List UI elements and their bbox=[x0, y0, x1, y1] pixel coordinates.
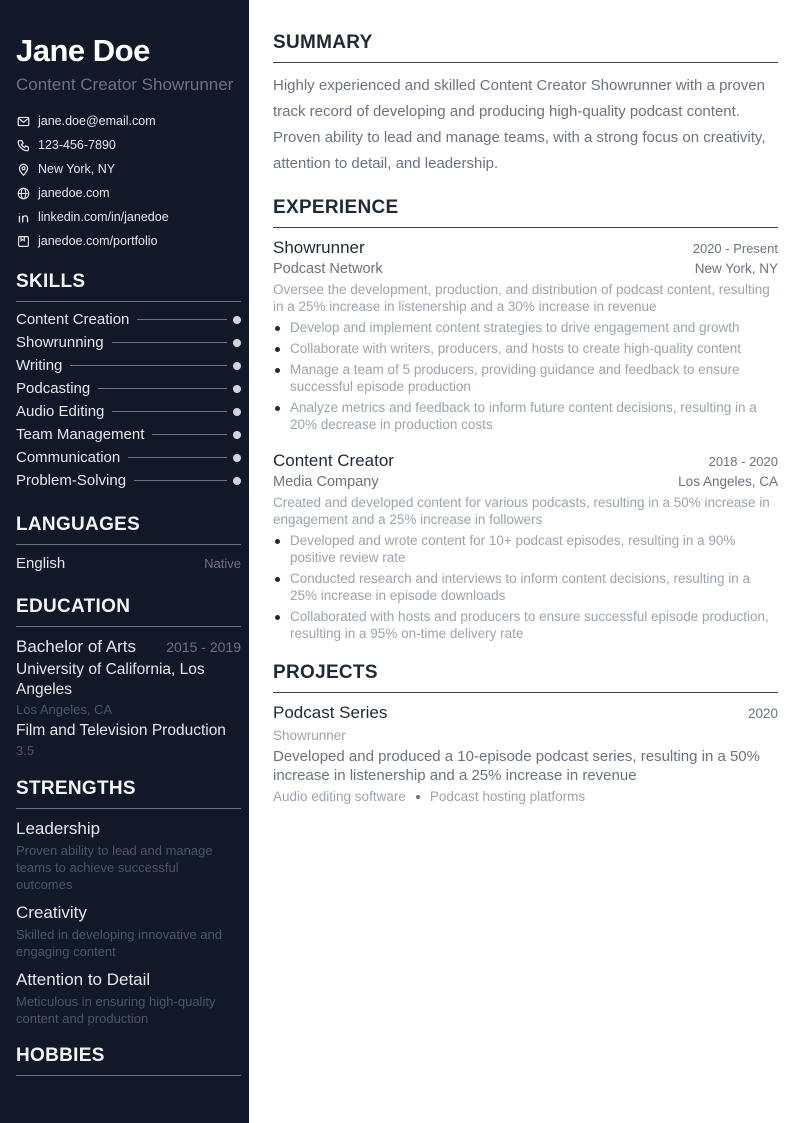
experience-heading: EXPERIENCE bbox=[273, 197, 778, 228]
project-description: Developed and produced a 10-episode podcast series, resulting in a 50% increase in listenership and a 25% increase in revenue bbox=[273, 748, 760, 784]
main-content bbox=[273, 32, 778, 824]
skill-divider bbox=[98, 388, 227, 389]
strength-item bbox=[16, 903, 241, 960]
skill-dot bbox=[233, 339, 241, 347]
summary-heading: SUMMARY bbox=[273, 32, 778, 63]
job-location: New York, NY bbox=[694, 261, 778, 276]
contact-website[interactable] bbox=[16, 181, 241, 205]
globe-icon bbox=[16, 186, 30, 200]
job-bullet: Conducted research and interviews to inform content decisions, resulting in a 25% increase in episode downloads bbox=[273, 570, 778, 604]
strength-item bbox=[16, 819, 241, 893]
education-gpa: 3.5 bbox=[16, 743, 35, 758]
candidate-name: Jane Doe bbox=[16, 33, 150, 68]
job-bullet: Manage a team of 5 producers, providing guidance and feedback to ensure successful episode production bbox=[273, 361, 778, 395]
education-heading: EDUCATION bbox=[16, 596, 241, 627]
language-level: Native bbox=[204, 556, 241, 571]
email-icon bbox=[16, 114, 30, 128]
project-tags bbox=[273, 789, 778, 804]
skill-dot bbox=[233, 385, 241, 393]
skill-item bbox=[16, 331, 241, 354]
job-bullet: Developed and wrote content for 10+ podcast episodes, resulting in a 90% positive review rate bbox=[273, 532, 778, 566]
skill-label: Team Management bbox=[16, 426, 145, 443]
skills-heading: SKILLS bbox=[16, 271, 241, 302]
skill-item bbox=[16, 423, 241, 446]
linkedin-icon bbox=[16, 210, 30, 224]
education-section bbox=[16, 596, 241, 758]
job-bullet: Collaborate with writers, producers, and hosts to create high-quality content bbox=[273, 340, 778, 357]
candidate-title: Content Creator Showrunner bbox=[16, 75, 234, 94]
contact-linkedin[interactable] bbox=[16, 205, 241, 229]
skill-dot bbox=[233, 454, 241, 462]
job-bullet: Develop and implement content strategies to drive engagement and growth bbox=[273, 319, 778, 336]
skill-label: Audio Editing bbox=[16, 403, 105, 420]
skill-dot bbox=[233, 316, 241, 324]
skill-dot bbox=[233, 362, 241, 370]
skill-item bbox=[16, 400, 241, 423]
job-title-row bbox=[273, 451, 778, 471]
skills-section bbox=[16, 271, 241, 492]
skill-divider bbox=[152, 434, 227, 435]
job-title: Content Creator bbox=[273, 451, 394, 470]
job-title-row bbox=[273, 238, 778, 258]
education-dates: 2015 - 2019 bbox=[166, 639, 241, 655]
job-company-row bbox=[273, 471, 778, 490]
skill-dot bbox=[233, 477, 241, 485]
language-name: English bbox=[16, 555, 66, 572]
contact-location-text: New York, NY bbox=[38, 162, 116, 176]
project-role: Showrunner bbox=[273, 728, 346, 743]
skill-dot bbox=[233, 431, 241, 439]
skill-divider bbox=[137, 319, 227, 320]
strengths-heading: STRENGTHS bbox=[16, 778, 241, 809]
strength-desc: Meticulous in ensuring high-quality content and production bbox=[16, 994, 216, 1026]
strength-item bbox=[16, 970, 241, 1027]
skill-divider bbox=[112, 342, 227, 343]
job-bullets bbox=[273, 532, 778, 642]
skill-label: Content Creation bbox=[16, 311, 130, 328]
contact-website-text: janedoe.com bbox=[38, 186, 110, 200]
job-company-row bbox=[273, 258, 778, 277]
education-field: Film and Television Production bbox=[16, 722, 226, 739]
contact-email-text: jane.doe@email.com bbox=[38, 114, 156, 128]
hobbies-heading: HOBBIES bbox=[16, 1045, 241, 1076]
skills-list bbox=[16, 308, 241, 492]
job-entry bbox=[273, 238, 778, 433]
project-date: 2020 bbox=[747, 706, 778, 721]
summary-text: Highly experienced and skilled Content Creator Showrunner with a proven track record of developing and producing high-quality podcast content. Proven ability to lead and manage teams, with a strong focus on creativity, attention to detail, and leadership. bbox=[273, 77, 766, 172]
job-company: Podcast Network bbox=[273, 261, 383, 277]
job-entry bbox=[273, 451, 778, 642]
skill-item bbox=[16, 354, 241, 377]
job-description: Oversee the development, production, and distribution of podcast content, resulting in a 25% increase in listenership and a 30% increase in revenue bbox=[273, 282, 770, 314]
contact-linkedin-text: linkedin.com/in/janedoe bbox=[38, 210, 169, 224]
job-bullets bbox=[273, 319, 778, 433]
contact-phone[interactable] bbox=[16, 133, 241, 157]
contact-phone-text: 123-456-7890 bbox=[38, 138, 116, 152]
tag-separator bbox=[416, 795, 420, 799]
skill-label: Writing bbox=[16, 357, 63, 374]
projects-heading: PROJECTS bbox=[273, 662, 778, 693]
sidebar bbox=[0, 0, 249, 1123]
job-bullet: Collaborated with hosts and producers to ensure successful episode production, resulting in a 95% on-time delivery rate bbox=[273, 608, 778, 642]
contact-portfolio-text: janedoe.com/portfolio bbox=[38, 234, 158, 248]
strength-desc: Skilled in developing innovative and engaging content bbox=[16, 927, 222, 959]
job-location: Los Angeles, CA bbox=[678, 474, 778, 489]
phone-icon bbox=[16, 138, 30, 152]
job-dates: 2018 - 2020 bbox=[708, 454, 778, 469]
project-tag: Podcast hosting platforms bbox=[429, 789, 586, 804]
skill-label: Communication bbox=[16, 449, 121, 466]
strength-name: Attention to Detail bbox=[16, 970, 151, 989]
portfolio-icon bbox=[16, 234, 30, 248]
job-description: Created and developed content for various podcasts, resulting in a 50% increase in engagement and a 25% increase in followers bbox=[273, 495, 770, 527]
language-item bbox=[16, 555, 241, 572]
contact-portfolio[interactable] bbox=[16, 229, 241, 253]
hobbies-section bbox=[16, 1045, 241, 1076]
experience-section bbox=[273, 197, 778, 642]
skill-item bbox=[16, 469, 241, 492]
summary-section bbox=[273, 32, 778, 177]
job-bullet: Analyze metrics and feedback to inform future content decisions, resulting in a 20% decrease in production costs bbox=[273, 399, 778, 433]
contact-location bbox=[16, 157, 241, 181]
skill-dot bbox=[233, 408, 241, 416]
job-dates: 2020 - Present bbox=[692, 241, 778, 256]
strength-desc: Proven ability to lead and manage teams to achieve successful outcomes bbox=[16, 843, 213, 892]
languages-section bbox=[16, 514, 241, 572]
education-institution: University of California, Los Angeles bbox=[16, 661, 205, 698]
project-tag: Audio editing software bbox=[273, 789, 406, 804]
job-title: Showrunner bbox=[273, 238, 365, 257]
skill-divider bbox=[112, 411, 227, 412]
strengths-section bbox=[16, 778, 241, 1027]
project-title-row bbox=[273, 703, 778, 723]
skill-divider bbox=[70, 365, 227, 366]
skill-label: Podcasting bbox=[16, 380, 91, 397]
contact-email[interactable] bbox=[16, 109, 241, 133]
education-degree: Bachelor of Arts bbox=[16, 637, 137, 656]
project-title: Podcast Series bbox=[273, 703, 388, 722]
skill-item bbox=[16, 308, 241, 331]
languages-heading: LANGUAGES bbox=[16, 514, 241, 545]
location-pin-icon bbox=[16, 162, 30, 176]
skill-label: Showrunning bbox=[16, 334, 104, 351]
strength-name: Creativity bbox=[16, 903, 87, 922]
skill-item bbox=[16, 377, 241, 400]
contact-list bbox=[16, 109, 241, 253]
education-degree-row bbox=[16, 637, 241, 657]
strength-name: Leadership bbox=[16, 819, 101, 838]
skill-divider bbox=[134, 480, 227, 481]
job-company: Media Company bbox=[273, 474, 379, 490]
skill-divider bbox=[128, 457, 227, 458]
education-location: Los Angeles, CA bbox=[16, 702, 113, 717]
skill-label: Problem-Solving bbox=[16, 472, 127, 489]
skill-item bbox=[16, 446, 241, 469]
project-entry bbox=[273, 703, 778, 804]
projects-section bbox=[273, 662, 778, 804]
